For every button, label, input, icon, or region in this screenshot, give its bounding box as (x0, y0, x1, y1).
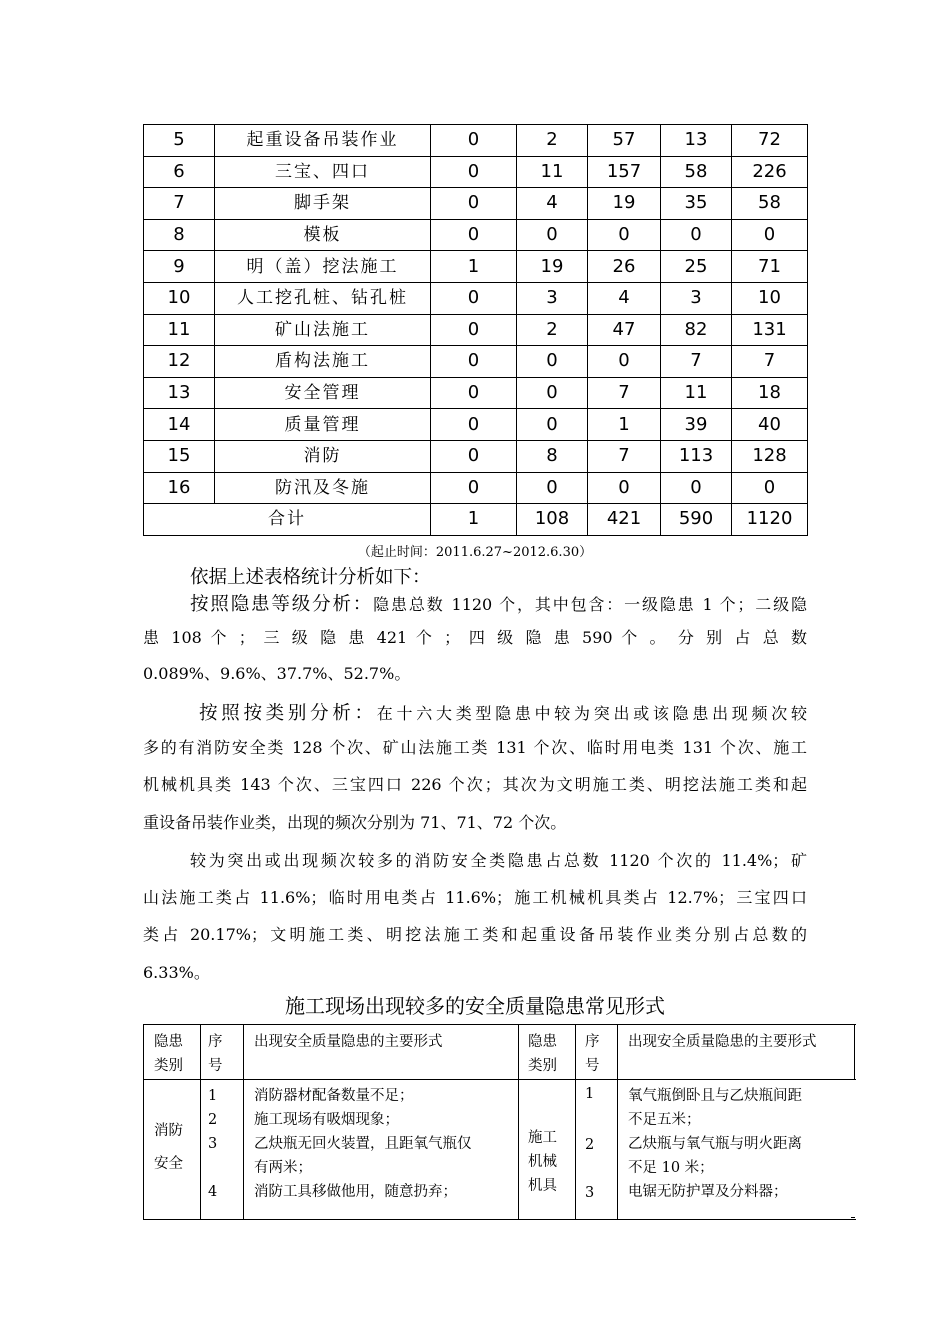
type-analysis-line-4: 重设备吊装作业类，出现的频次分别为 71、71、72 个次。 (143, 813, 567, 832)
level3-count: 26 (588, 251, 661, 283)
level1-count: 0 (431, 314, 517, 346)
stats-row (144, 156, 808, 188)
level1-count: 0 (431, 409, 517, 441)
level4-count: 113 (661, 440, 732, 472)
level1-count: 0 (431, 125, 517, 157)
ratio-analysis-line-4: 6.33%。 (143, 963, 210, 982)
left-item-3: 乙炔瓶无回火装置，且距氧气瓶仅 (254, 1136, 472, 1152)
stats-row (144, 219, 808, 251)
row-total: 0 (732, 472, 808, 504)
row-number: 8 (144, 219, 215, 251)
stats-table-body (144, 125, 808, 536)
category-name: 脚手架 (215, 188, 431, 220)
level3-count: 1 (588, 409, 661, 441)
right-item-3: 电锯无防护罩及分料器； (628, 1184, 788, 1200)
stats-row (144, 188, 808, 220)
category-name: 质量管理 (215, 409, 431, 441)
stats-row (144, 282, 808, 314)
ratio-analysis-line-2: 山法施工类占 11.6%；临时用电类占 11.6%；施工机械机具类占 12.7%；三宝四口 (143, 888, 807, 907)
row-total: 131 (732, 314, 808, 346)
stats-row (144, 409, 808, 441)
row-total: 128 (732, 440, 808, 472)
grade-analysis-line-1 (190, 590, 807, 616)
level2-count: 0 (517, 472, 588, 504)
category-name: 矿山法施工 (215, 314, 431, 346)
category-name: 安全管理 (215, 377, 431, 409)
category-fire-safety-2: 安全 (154, 1156, 183, 1172)
table-grid-line (200, 1025, 201, 1219)
row-number: 11 (144, 314, 215, 346)
right-item-2: 乙炔瓶与氧气瓶与明火距离 (628, 1136, 802, 1152)
level3-count: 0 (588, 472, 661, 504)
level2-count: 3 (517, 282, 588, 314)
row-number: 10 (144, 282, 215, 314)
category-name: 模板 (215, 219, 431, 251)
category-name: 人工挖孔桩、钻孔桩 (215, 282, 431, 314)
category-name: 消防 (215, 440, 431, 472)
category-name: 明（盖）挖法施工 (215, 251, 431, 283)
level2-count: 0 (517, 409, 588, 441)
row-number: 16 (144, 472, 215, 504)
level2-count: 19 (517, 251, 588, 283)
level4-count: 0 (661, 472, 732, 504)
table-corner-tick (851, 1217, 855, 1218)
row-number: 5 (144, 125, 215, 157)
row-number: 14 (144, 409, 215, 441)
level1-count: 0 (431, 219, 517, 251)
row-number: 12 (144, 346, 215, 378)
level2-count: 0 (517, 346, 588, 378)
level2-count: 4 (517, 188, 588, 220)
level4-count: 0 (661, 219, 732, 251)
type-analysis-line-3: 机械机具类 143 个次、三宝四口 226 个次；其次为文明施工类、明挖法施工类和起 (143, 775, 807, 794)
stats-row (144, 251, 808, 283)
type-analysis-line-1 (199, 699, 807, 725)
level3-count: 7 (588, 377, 661, 409)
header-seq-2: 号 (208, 1058, 223, 1074)
level1-count: 0 (431, 377, 517, 409)
row-total: 18 (732, 377, 808, 409)
row-number: 9 (144, 251, 215, 283)
table-right-border (854, 1024, 855, 1080)
level4-count: 3 (661, 282, 732, 314)
level4-count: 7 (661, 346, 732, 378)
right-seq-1: 1 (585, 1086, 595, 1102)
right-seq-3: 3 (585, 1185, 595, 1201)
type-analysis-heading: 按照按类别分析： (199, 703, 377, 724)
category-name: 防汛及冬施 (215, 472, 431, 504)
row-total: 7 (732, 346, 808, 378)
level1-count: 0 (431, 346, 517, 378)
right-item-2-cont: 不足 10 米； (628, 1160, 714, 1176)
level2-count: 2 (517, 125, 588, 157)
stats-row (144, 346, 808, 378)
level4-count: 82 (661, 314, 732, 346)
forms-table-title: 施工现场出现较多的安全质量隐患常见形式 (285, 994, 665, 1018)
ratio-analysis-line-1: 较为突出或出现频次较多的消防安全类隐患占总数 1120 个次的 11.4%；矿 (190, 851, 807, 870)
stats-row (144, 440, 808, 472)
level1-count: 0 (431, 282, 517, 314)
stats-row (144, 125, 808, 157)
analysis-intro: 依据上述表格统计分析如下： (190, 567, 431, 588)
category-name: 起重设备吊装作业 (215, 125, 431, 157)
header-form-right: 出现安全质量隐患的主要形式 (628, 1034, 817, 1050)
right-item-1: 氧气瓶倒卧且与乙炔瓶间距 (628, 1088, 802, 1104)
level1-count: 0 (431, 472, 517, 504)
total-label: 合计 (144, 504, 431, 536)
level3-count: 47 (588, 314, 661, 346)
total-level1: 1 (431, 504, 517, 536)
grade-analysis-text: 隐患总数 1120 个，其中包含：一级隐患 1 个；二级隐 (373, 595, 807, 614)
row-number: 13 (144, 377, 215, 409)
grade-analysis-line-2: 患 108 个 ； 三 级 隐 患 421 个 ； 四 级 隐 患 590 个 。 分 别 占 总 数 (143, 628, 807, 647)
level3-count: 4 (588, 282, 661, 314)
left-seq-4: 4 (208, 1184, 218, 1200)
table-grid-line (575, 1025, 576, 1219)
type-analysis-line-2: 多的有消防安全类 128 个次、矿山法施工类 131 个次、临时用电类 131 个次、施工 (143, 738, 807, 757)
row-number: 6 (144, 156, 215, 188)
level4-count: 11 (661, 377, 732, 409)
header-category-2-right: 类别 (528, 1058, 557, 1074)
row-total: 40 (732, 409, 808, 441)
left-seq-3: 3 (208, 1136, 218, 1152)
level2-count: 0 (517, 377, 588, 409)
level3-count: 157 (588, 156, 661, 188)
ratio-analysis-line-3: 类占 20.17%；文明施工类、明挖法施工类和起重设备吊装作业类分别占总数的 (143, 925, 807, 944)
level4-count: 39 (661, 409, 732, 441)
level4-count: 25 (661, 251, 732, 283)
header-seq-1: 序 (208, 1034, 223, 1050)
level1-count: 1 (431, 251, 517, 283)
left-item-3-cont: 有两米； (254, 1160, 312, 1176)
row-total: 10 (732, 282, 808, 314)
level2-count: 11 (517, 156, 588, 188)
header-category-1: 隐患 (154, 1034, 183, 1050)
total-level4: 590 (661, 504, 732, 536)
category-machinery-3: 机具 (528, 1178, 557, 1194)
type-analysis-text: 在十六大类型隐患中较为突出或该隐患出现频次较 (376, 704, 807, 723)
stats-row (144, 314, 808, 346)
level3-count: 0 (588, 346, 661, 378)
level1-count: 0 (431, 156, 517, 188)
header-divider (144, 1079, 856, 1080)
right-seq-2: 2 (585, 1137, 595, 1153)
total-level2: 108 (517, 504, 588, 536)
left-seq-2: 2 (208, 1112, 218, 1128)
row-total: 72 (732, 125, 808, 157)
level3-count: 7 (588, 440, 661, 472)
level1-count: 0 (431, 188, 517, 220)
level2-count: 0 (517, 219, 588, 251)
row-total: 226 (732, 156, 808, 188)
total-level3: 421 (588, 504, 661, 536)
left-item-2: 施工现场有吸烟现象； (254, 1112, 399, 1128)
grand-total: 1120 (732, 504, 808, 536)
level2-count: 8 (517, 440, 588, 472)
header-category-1-right: 隐患 (528, 1034, 557, 1050)
left-item-4: 消防工具移做他用，随意扔弃； (254, 1184, 457, 1200)
left-item-1: 消防器材配备数量不足； (254, 1088, 414, 1104)
row-number: 15 (144, 440, 215, 472)
row-total: 0 (732, 219, 808, 251)
level2-count: 2 (517, 314, 588, 346)
hazard-forms-table (143, 1024, 856, 1220)
category-name: 盾构法施工 (215, 346, 431, 378)
header-seq-2-right: 号 (585, 1058, 600, 1074)
level3-count: 57 (588, 125, 661, 157)
grade-analysis-heading: 按照隐患等级分析： (190, 594, 374, 615)
header-form: 出现安全质量隐患的主要形式 (254, 1034, 443, 1050)
right-item-1-cont: 不足五米； (628, 1112, 701, 1128)
time-range-note: （起止时间：2011.6.27~2012.6.30） (357, 545, 593, 560)
table-grid-line (518, 1025, 519, 1219)
category-fire-safety-1: 消防 (154, 1123, 183, 1139)
category-name: 三宝、四口 (215, 156, 431, 188)
left-seq-1: 1 (208, 1088, 218, 1104)
level1-count: 0 (431, 440, 517, 472)
level4-count: 13 (661, 125, 732, 157)
header-category-2: 类别 (154, 1058, 183, 1074)
level4-count: 35 (661, 188, 732, 220)
stats-row (144, 472, 808, 504)
category-machinery-1: 施工 (528, 1130, 557, 1146)
hazard-statistics-table (143, 124, 808, 536)
grade-analysis-line-3: 0.089%、9.6%、37.7%、52.7%。 (143, 664, 411, 683)
level4-count: 58 (661, 156, 732, 188)
total-row (144, 504, 808, 536)
table-grid-line (243, 1025, 244, 1219)
row-total: 58 (732, 188, 808, 220)
header-seq-1-right: 序 (585, 1034, 600, 1050)
row-total: 71 (732, 251, 808, 283)
category-machinery-2: 机械 (528, 1154, 557, 1170)
row-number: 7 (144, 188, 215, 220)
table-grid-line (617, 1025, 618, 1219)
level3-count: 0 (588, 219, 661, 251)
level3-count: 19 (588, 188, 661, 220)
stats-row (144, 377, 808, 409)
